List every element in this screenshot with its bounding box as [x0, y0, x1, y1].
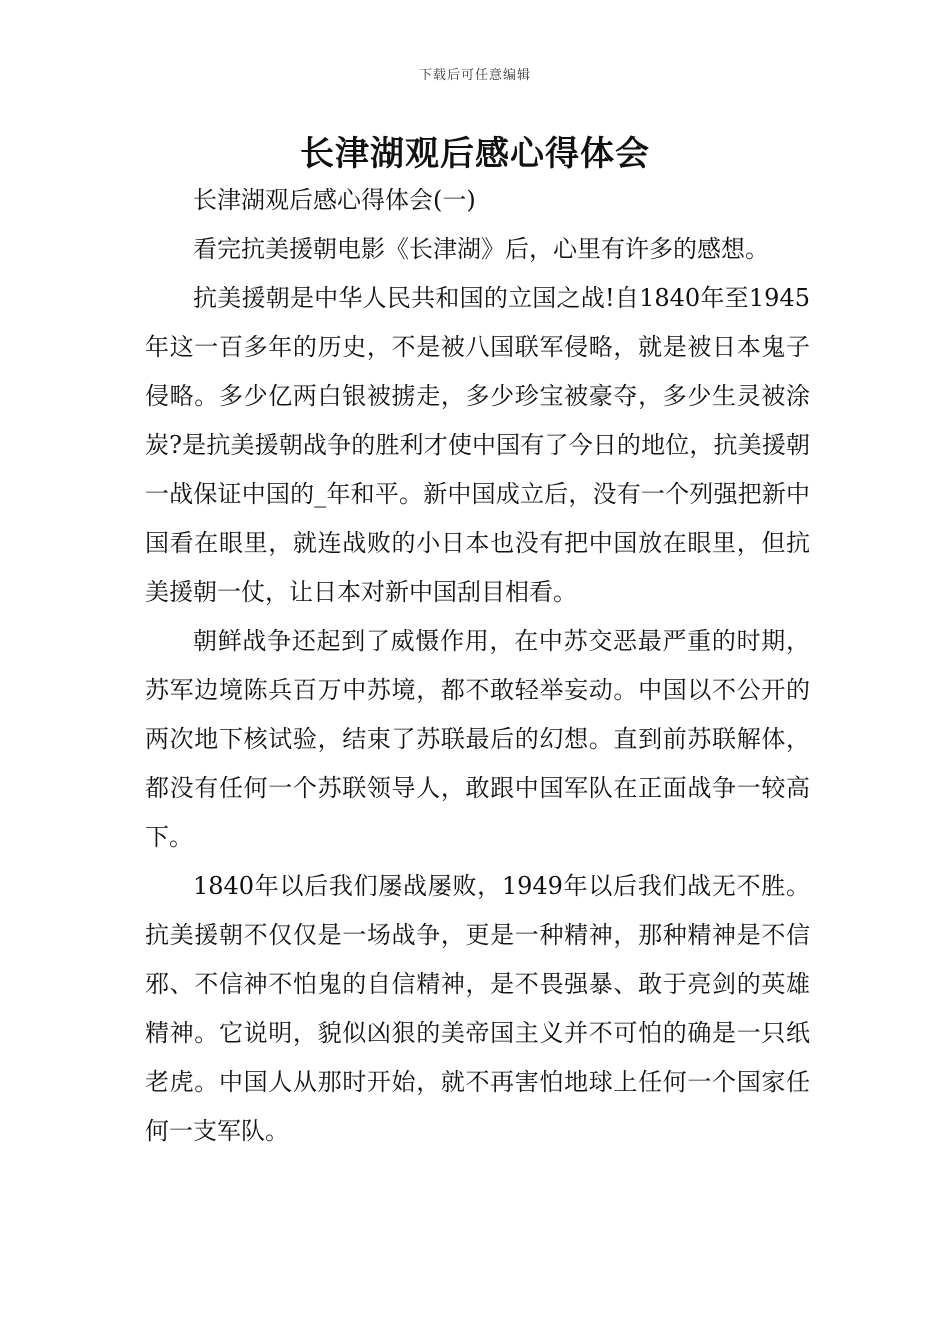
- header-note: 下载后可任意编辑: [418, 68, 531, 83]
- paragraph: 看完抗美援朝电影《长津湖》后，心里有许多的感想。: [193, 235, 769, 263]
- document-body: [145, 176, 810, 1156]
- section-subtitle: 长津湖观后感心得体会(一): [193, 186, 476, 214]
- paragraph: 1840年以后我们屡战屡败，1949年以后我们战无不胜。抗美援朝不仅仅是一场战争，更是一种精神，那种精神是不信邪、不信神不怕鬼的自信精神，是不畏强暴、敢于亮剑的英雄精神。它说明，貌似凶狠的美帝国主义并不可怕的确是一只纸老虎。中国人从那时开始，就不再害怕地球上任何一个国家任何一支军队。: [145, 872, 810, 1145]
- paragraph: 抗美援朝是中华人民共和国的立国之战!自1840年至1945年这一百多年的历史，不是被八国联军侵略，就是被日本鬼子侵略。多少亿两白银被掳走，多少珍宝被豪夺，多少生灵被涂炭?是抗美援朝战争的胜利才使中国有了今日的地位，抗美援朝一战保证中国的_年和平。新中国成立后，没有一个列强把新中国看在眼里，就连战败的小日本也没有把中国放在眼里，但抗美援朝一仗，让日本对新中国刮目相看。: [145, 284, 810, 606]
- document-title: 长津湖观后感心得体会: [300, 134, 650, 174]
- paragraph: 朝鲜战争还起到了威慑作用，在中苏交恶最严重的时期，苏军边境陈兵百万中苏境，都不敢轻举妄动。中国以不公开的两次地下核试验，结束了苏联最后的幻想。直到前苏联解体，都没有任何一个苏联领导人，敢跟中国军队在正面战争一较高下。: [145, 627, 810, 851]
